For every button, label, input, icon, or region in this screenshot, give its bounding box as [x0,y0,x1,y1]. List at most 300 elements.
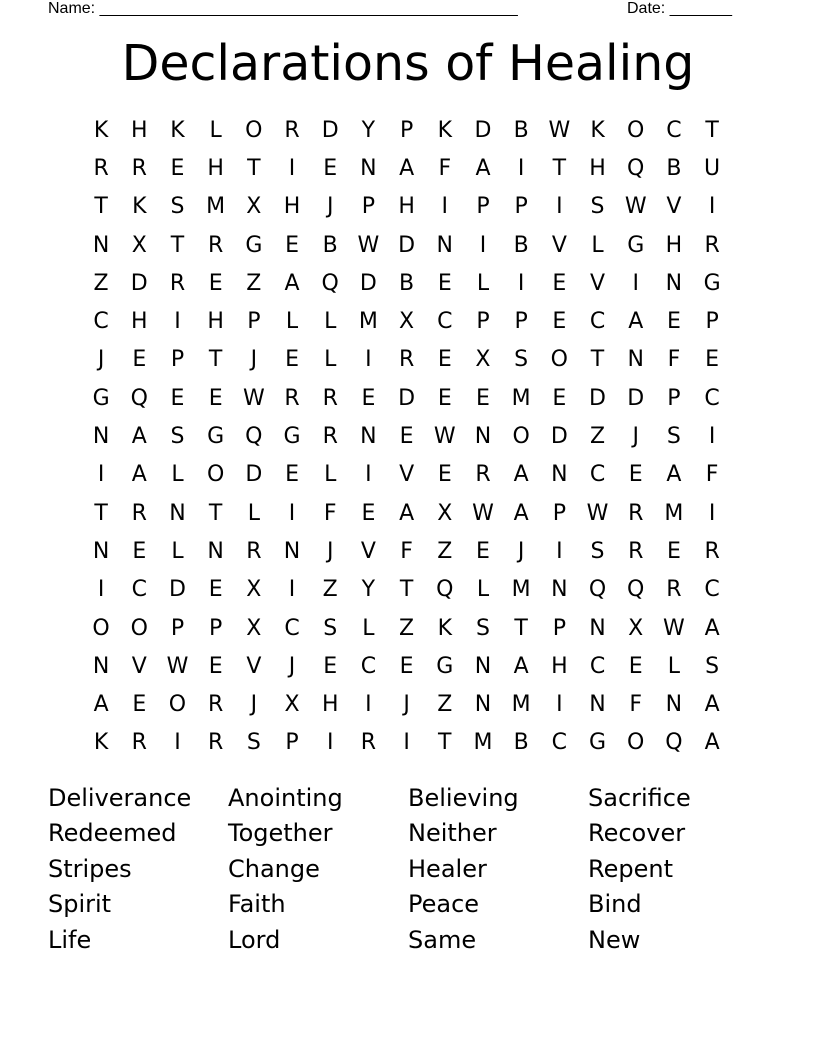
grid-letter[interactable]: E [437,385,452,411]
grid-letter[interactable]: S [170,194,185,220]
grid-letter[interactable]: I [288,500,296,526]
grid-letter[interactable]: E [323,653,338,679]
grid-letter[interactable]: L [362,615,375,641]
grid-letter[interactable]: N [207,538,224,564]
grid-letter[interactable]: A [475,155,491,181]
grid-letter[interactable]: I [97,577,105,603]
grid-letter[interactable]: E [552,385,567,411]
grid-letter[interactable]: E [437,270,452,296]
grid-letter[interactable]: U [704,155,721,181]
grid-letter[interactable]: Z [93,270,109,296]
grid-letter[interactable]: D [398,385,416,411]
grid-letter[interactable]: R [360,730,377,756]
grid-letter[interactable]: J [326,194,334,220]
grid-letter[interactable]: P [361,194,376,220]
grid-letter[interactable]: E [208,270,223,296]
grid-letter[interactable]: J [288,653,296,679]
grid-letter[interactable]: L [324,347,337,373]
grid-letter[interactable]: J [97,347,105,373]
grid-letter[interactable]: R [208,692,224,718]
word-bank-item: Together [228,819,333,848]
grid-letter[interactable]: J [326,538,334,564]
grid-letter[interactable]: P [209,615,223,641]
grid-letter[interactable]: P [170,615,185,641]
grid-letter[interactable]: S [246,730,261,756]
grid-letter[interactable]: Q [130,385,148,411]
grid-letter[interactable]: E [476,385,490,411]
grid-letter[interactable]: T [590,347,605,373]
grid-letter[interactable]: E [285,232,299,258]
grid-letter[interactable]: I [517,155,525,181]
grid-letter[interactable]: A [399,155,415,181]
grid-letter[interactable]: A [704,615,720,641]
grid-letter[interactable]: C [93,309,109,335]
grid-letter[interactable]: A [284,270,300,296]
grid-letter[interactable]: S [475,615,490,641]
grid-letter[interactable]: W [548,117,571,143]
grid-letter[interactable]: X [246,194,262,220]
grid-letter[interactable]: E [437,462,452,488]
grid-letter[interactable]: X [246,615,262,641]
grid-letter[interactable]: I [288,155,296,181]
grid-letter[interactable]: H [551,653,568,679]
grid-letter[interactable]: F [438,155,452,181]
grid-letter[interactable]: Q [245,424,263,450]
grid-letter[interactable]: Z [399,615,415,641]
grid-letter[interactable]: R [169,270,186,296]
grid-letter[interactable]: P [476,309,490,335]
grid-letter[interactable]: K [132,194,147,220]
grid-letter[interactable]: N [474,692,492,718]
grid-letter[interactable]: S [514,347,529,373]
grid-letter[interactable]: R [628,500,644,526]
grid-letter[interactable]: E [208,653,223,679]
grid-letter[interactable]: G [703,270,721,296]
word-bank-item: Neither [408,819,497,848]
grid-letter[interactable]: I [556,692,563,718]
grid-letter[interactable]: O [206,462,225,488]
grid-letter[interactable]: M [511,692,531,718]
grid-letter[interactable]: J [632,424,639,450]
grid-letter[interactable]: S [590,194,605,220]
grid-letter[interactable]: A [704,730,720,756]
grid-letter[interactable]: S [323,615,338,641]
grid-letter[interactable]: W [242,385,265,411]
grid-letter[interactable]: O [627,117,645,143]
name-field-label: Name: _______________________________________________ [48,0,518,17]
grid-letter[interactable]: T [170,232,185,258]
grid-letter[interactable]: D [589,385,606,411]
grid-letter[interactable]: L [476,577,490,603]
grid-letter[interactable]: H [589,155,606,181]
grid-letter[interactable]: G [283,424,301,450]
grid-letter[interactable]: P [705,309,719,335]
grid-letter[interactable]: A [513,653,529,679]
grid-letter[interactable]: M [358,309,378,335]
grid-letter[interactable]: X [246,577,262,603]
date-field-label: Date: _______ [627,0,732,17]
grid-letter[interactable]: P [285,730,299,756]
grid-letter[interactable]: J [403,692,410,718]
grid-letter[interactable]: P [399,117,414,143]
grid-letter[interactable]: E [361,385,376,411]
grid-letter[interactable]: D [168,577,186,603]
grid-letter[interactable]: N [627,347,644,373]
grid-letter[interactable]: L [476,270,490,296]
grid-letter[interactable]: H [207,309,224,335]
grid-letter[interactable]: E [132,538,147,564]
grid-letter[interactable]: I [174,730,181,756]
grid-letter[interactable]: I [365,692,372,718]
grid-letter[interactable]: Z [322,577,338,603]
grid-letter[interactable]: I [556,538,563,564]
grid-letter[interactable]: Q [436,577,454,603]
grid-letter[interactable]: N [169,500,186,526]
grid-letter[interactable]: E [208,577,223,603]
worksheet-header [48,0,748,20]
grid-letter[interactable]: L [171,538,184,564]
grid-letter[interactable]: F [667,347,681,373]
grid-letter[interactable]: M [206,194,226,220]
grid-letter[interactable]: I [708,500,716,526]
grid-letter[interactable]: R [131,500,147,526]
grid-letter[interactable]: K [437,117,452,143]
grid-letter[interactable]: G [245,232,263,258]
grid-letter[interactable]: I [365,462,372,488]
grid-letter[interactable]: G [92,385,110,411]
grid-letter[interactable]: N [283,538,301,564]
grid-letter[interactable]: A [131,424,147,450]
grid-letter[interactable]: C [704,577,720,603]
grid-letter[interactable]: W [663,615,685,641]
grid-letter[interactable]: I [365,347,372,373]
grid-letter[interactable]: O [627,730,645,756]
grid-letter[interactable]: L [324,462,337,488]
grid-letter[interactable]: I [708,424,716,450]
grid-letter[interactable]: G [207,424,225,450]
grid-letter[interactable]: V [246,653,262,679]
grid-letter[interactable]: B [322,232,338,258]
grid-letter[interactable]: Q [665,730,683,756]
grid-letter[interactable]: M [511,577,531,603]
grid-letter[interactable]: O [92,615,110,641]
grid-letter[interactable]: H [321,692,339,718]
grid-letter[interactable]: L [209,117,222,143]
word-bank-item: Sacrifice [588,783,691,812]
grid-letter[interactable]: I [288,577,296,603]
grid-letter[interactable]: C [704,385,720,411]
grid-letter[interactable]: D [474,117,492,143]
grid-letter[interactable]: T [399,577,414,603]
grid-letter[interactable]: O [550,347,568,373]
grid-letter[interactable]: P [247,309,261,335]
grid-letter[interactable]: P [514,194,528,220]
grid-letter[interactable]: N [474,653,492,679]
grid-letter[interactable]: E [666,309,681,335]
grid-letter[interactable]: E [666,538,681,564]
grid-letter[interactable]: O [512,424,530,450]
grid-letter[interactable]: P [170,347,185,373]
grid-letter[interactable]: L [171,462,184,488]
grid-letter[interactable]: C [551,730,568,756]
grid-letter[interactable]: E [476,538,490,564]
grid-letter[interactable]: N [360,155,377,181]
grid-letter[interactable]: S [666,424,681,450]
grid-letter[interactable]: R [208,730,224,756]
grid-letter[interactable]: H [207,155,224,181]
grid-letter[interactable]: P [667,385,681,411]
grid-letter[interactable]: C [437,309,453,335]
grid-letter[interactable]: L [285,309,299,335]
grid-letter[interactable]: S [170,424,185,450]
grid-letter[interactable]: C [589,653,606,679]
grid-letter[interactable]: A [666,462,682,488]
grid-letter[interactable]: T [208,500,223,526]
grid-letter[interactable]: E [705,347,720,373]
grid-letter[interactable]: E [399,653,414,679]
grid-letter[interactable]: N [92,424,110,450]
grid-letter[interactable]: N [551,577,568,603]
grid-letter[interactable]: P [552,500,566,526]
grid-letter[interactable]: R [246,538,262,564]
grid-letter[interactable]: E [170,385,185,411]
grid-letter[interactable]: J [250,347,258,373]
grid-letter[interactable]: W [472,500,494,526]
grid-letter[interactable]: E [628,462,643,488]
grid-letter[interactable]: E [132,692,147,718]
grid-letter[interactable]: E [285,462,299,488]
grid-letter[interactable]: G [627,232,645,258]
grid-letter[interactable]: C [666,117,682,143]
grid-letter[interactable]: T [247,155,261,181]
grid-letter[interactable]: R [131,730,147,756]
grid-letter[interactable]: Q [627,155,645,181]
word-bank-item: Recover [588,819,686,848]
grid-letter[interactable]: V [666,194,682,220]
grid-letter[interactable]: R [475,462,491,488]
grid-letter[interactable]: N [589,615,606,641]
grid-letter[interactable]: A [513,462,529,488]
grid-letter[interactable]: M [664,500,684,526]
grid-letter[interactable]: W [433,424,456,450]
grid-letter[interactable]: D [321,117,339,143]
grid-letter[interactable]: A [399,500,415,526]
grid-letter[interactable]: I [479,232,487,258]
grid-letter[interactable]: E [361,500,376,526]
grid-letter[interactable]: D [245,462,263,488]
grid-letter[interactable]: R [93,155,109,181]
grid-letter[interactable]: F [705,462,719,488]
grid-letter[interactable]: G [589,730,607,756]
grid-letter[interactable]: P [476,194,490,220]
grid-letter[interactable]: C [589,462,606,488]
grid-letter[interactable]: R [628,538,644,564]
grid-letter[interactable]: K [170,117,185,143]
grid-letter[interactable]: D [627,385,645,411]
grid-letter[interactable]: I [174,309,181,335]
grid-letter[interactable]: B [513,232,529,258]
grid-letter[interactable]: W [357,232,380,258]
grid-letter[interactable]: M [511,385,531,411]
grid-letter[interactable]: K [437,615,452,641]
grid-letter[interactable]: X [284,692,300,718]
grid-letter[interactable]: B [666,155,682,181]
grid-letter[interactable]: H [665,232,683,258]
grid-letter[interactable]: C [131,577,147,603]
grid-letter[interactable]: P [552,615,566,641]
grid-letter[interactable]: R [704,538,720,564]
grid-letter[interactable]: D [398,232,416,258]
grid-letter[interactable]: N [589,692,606,718]
grid-letter[interactable]: F [629,692,643,718]
grid-letter[interactable]: C [284,615,300,641]
grid-letter[interactable]: O [245,117,263,143]
grid-letter[interactable]: G [436,653,454,679]
grid-letter[interactable]: V [590,270,606,296]
grid-letter[interactable]: H [131,309,148,335]
grid-letter[interactable]: L [667,653,681,679]
grid-letter[interactable]: Y [361,117,376,143]
grid-letter[interactable]: I [403,730,410,756]
grid-letter[interactable]: R [398,347,415,373]
grid-letter[interactable]: T [514,615,528,641]
grid-letter[interactable]: D [359,270,377,296]
grid-letter[interactable]: E [552,309,567,335]
grid-letter[interactable]: B [513,730,529,756]
grid-letter[interactable]: A [628,309,644,335]
grid-letter[interactable]: B [399,270,415,296]
grid-letter[interactable]: L [247,500,260,526]
grid-letter[interactable]: N [474,424,492,450]
grid-letter[interactable]: T [438,730,452,756]
grid-letter[interactable]: E [323,155,338,181]
grid-letter[interactable]: Z [437,692,453,718]
grid-letter[interactable]: N [92,653,110,679]
grid-letter[interactable]: J [250,692,258,718]
grid-letter[interactable]: D [550,424,568,450]
grid-letter[interactable]: I [708,194,716,220]
grid-letter[interactable]: Z [437,538,453,564]
grid-letter[interactable]: N [665,270,683,296]
grid-letter[interactable]: Y [361,577,376,603]
grid-letter[interactable]: S [705,653,720,679]
grid-letter[interactable]: R [208,232,224,258]
grid-letter[interactable]: M [473,730,493,756]
grid-letter[interactable]: I [556,194,563,220]
grid-letter[interactable]: E [208,385,223,411]
grid-letter[interactable]: N [665,692,683,718]
grid-letter[interactable]: A [93,692,109,718]
grid-letter[interactable]: T [208,347,223,373]
grid-letter[interactable]: I [326,730,334,756]
grid-letter[interactable]: W [166,653,189,679]
word-search-grid [82,111,731,762]
grid-letter[interactable]: E [132,347,147,373]
grid-letter[interactable]: A [513,500,529,526]
grid-letter[interactable]: I [517,270,525,296]
grid-letter[interactable]: E [552,270,567,296]
grid-letter[interactable]: R [284,385,300,411]
grid-letter[interactable]: V [551,232,567,258]
grid-letter[interactable]: V [131,653,147,679]
grid-letter[interactable]: I [441,194,449,220]
grid-letter[interactable]: H [398,194,415,220]
grid-letter[interactable]: N [92,538,110,564]
grid-letter[interactable]: A [704,692,720,718]
grid-letter[interactable]: L [324,309,337,335]
grid-letter[interactable]: N [551,462,568,488]
grid-letter[interactable]: A [131,462,147,488]
grid-letter[interactable]: Q [321,270,339,296]
grid-letter[interactable]: I [632,270,639,296]
word-bank-item: Stripes [48,854,132,883]
grid-letter[interactable]: B [513,117,529,143]
grid-letter[interactable]: Z [589,424,606,450]
grid-letter[interactable]: I [97,462,105,488]
grid-letter[interactable]: C [589,309,606,335]
grid-letter[interactable]: N [360,424,377,450]
grid-letter[interactable]: E [628,653,643,679]
grid-letter[interactable]: R [704,232,720,258]
grid-letter[interactable]: R [322,385,338,411]
word-bank-item: Healer [408,854,487,883]
grid-letter[interactable]: W [624,194,647,220]
grid-letter[interactable]: W [586,500,609,526]
grid-letter[interactable]: H [283,194,301,220]
grid-letter[interactable]: V [399,462,415,488]
grid-letter[interactable]: J [517,538,525,564]
grid-letter[interactable]: T [705,117,719,143]
grid-letter[interactable]: X [475,347,491,373]
grid-letter[interactable]: V [360,538,376,564]
grid-letter[interactable]: O [168,692,187,718]
grid-letter[interactable]: X [131,232,147,258]
grid-letter[interactable]: X [399,309,415,335]
grid-letter[interactable]: T [94,500,108,526]
grid-letter[interactable]: H [131,117,148,143]
grid-letter[interactable]: E [285,347,299,373]
grid-letter[interactable]: Q [627,577,645,603]
grid-letter[interactable]: P [514,309,528,335]
grid-letter[interactable]: O [130,615,148,641]
grid-letter[interactable]: R [666,577,682,603]
grid-letter[interactable]: Q [588,577,607,603]
grid-letter[interactable]: T [94,194,108,220]
grid-letter[interactable]: X [437,500,453,526]
grid-letter[interactable]: X [628,615,644,641]
grid-letter[interactable]: N [436,232,454,258]
grid-letter[interactable]: T [552,155,567,181]
grid-letter[interactable]: K [93,730,109,756]
grid-letter[interactable]: C [360,653,377,679]
grid-letter[interactable]: F [400,538,413,564]
grid-letter[interactable]: E [170,155,185,181]
grid-letter[interactable]: N [92,232,110,258]
grid-letter[interactable]: E [399,424,414,450]
grid-letter[interactable]: S [590,538,605,564]
grid-letter[interactable]: Z [246,270,262,296]
grid-letter[interactable]: F [323,500,337,526]
grid-letter[interactable]: L [591,232,604,258]
grid-letter[interactable]: K [93,117,109,143]
grid-letter[interactable]: R [322,424,338,450]
grid-letter[interactable]: D [130,270,148,296]
grid-letter[interactable]: R [284,117,300,143]
grid-letter[interactable]: R [131,155,147,181]
grid-letter[interactable]: E [437,347,452,373]
grid-letter[interactable]: K [590,117,605,143]
word-bank-item: Redeemed [48,819,177,848]
